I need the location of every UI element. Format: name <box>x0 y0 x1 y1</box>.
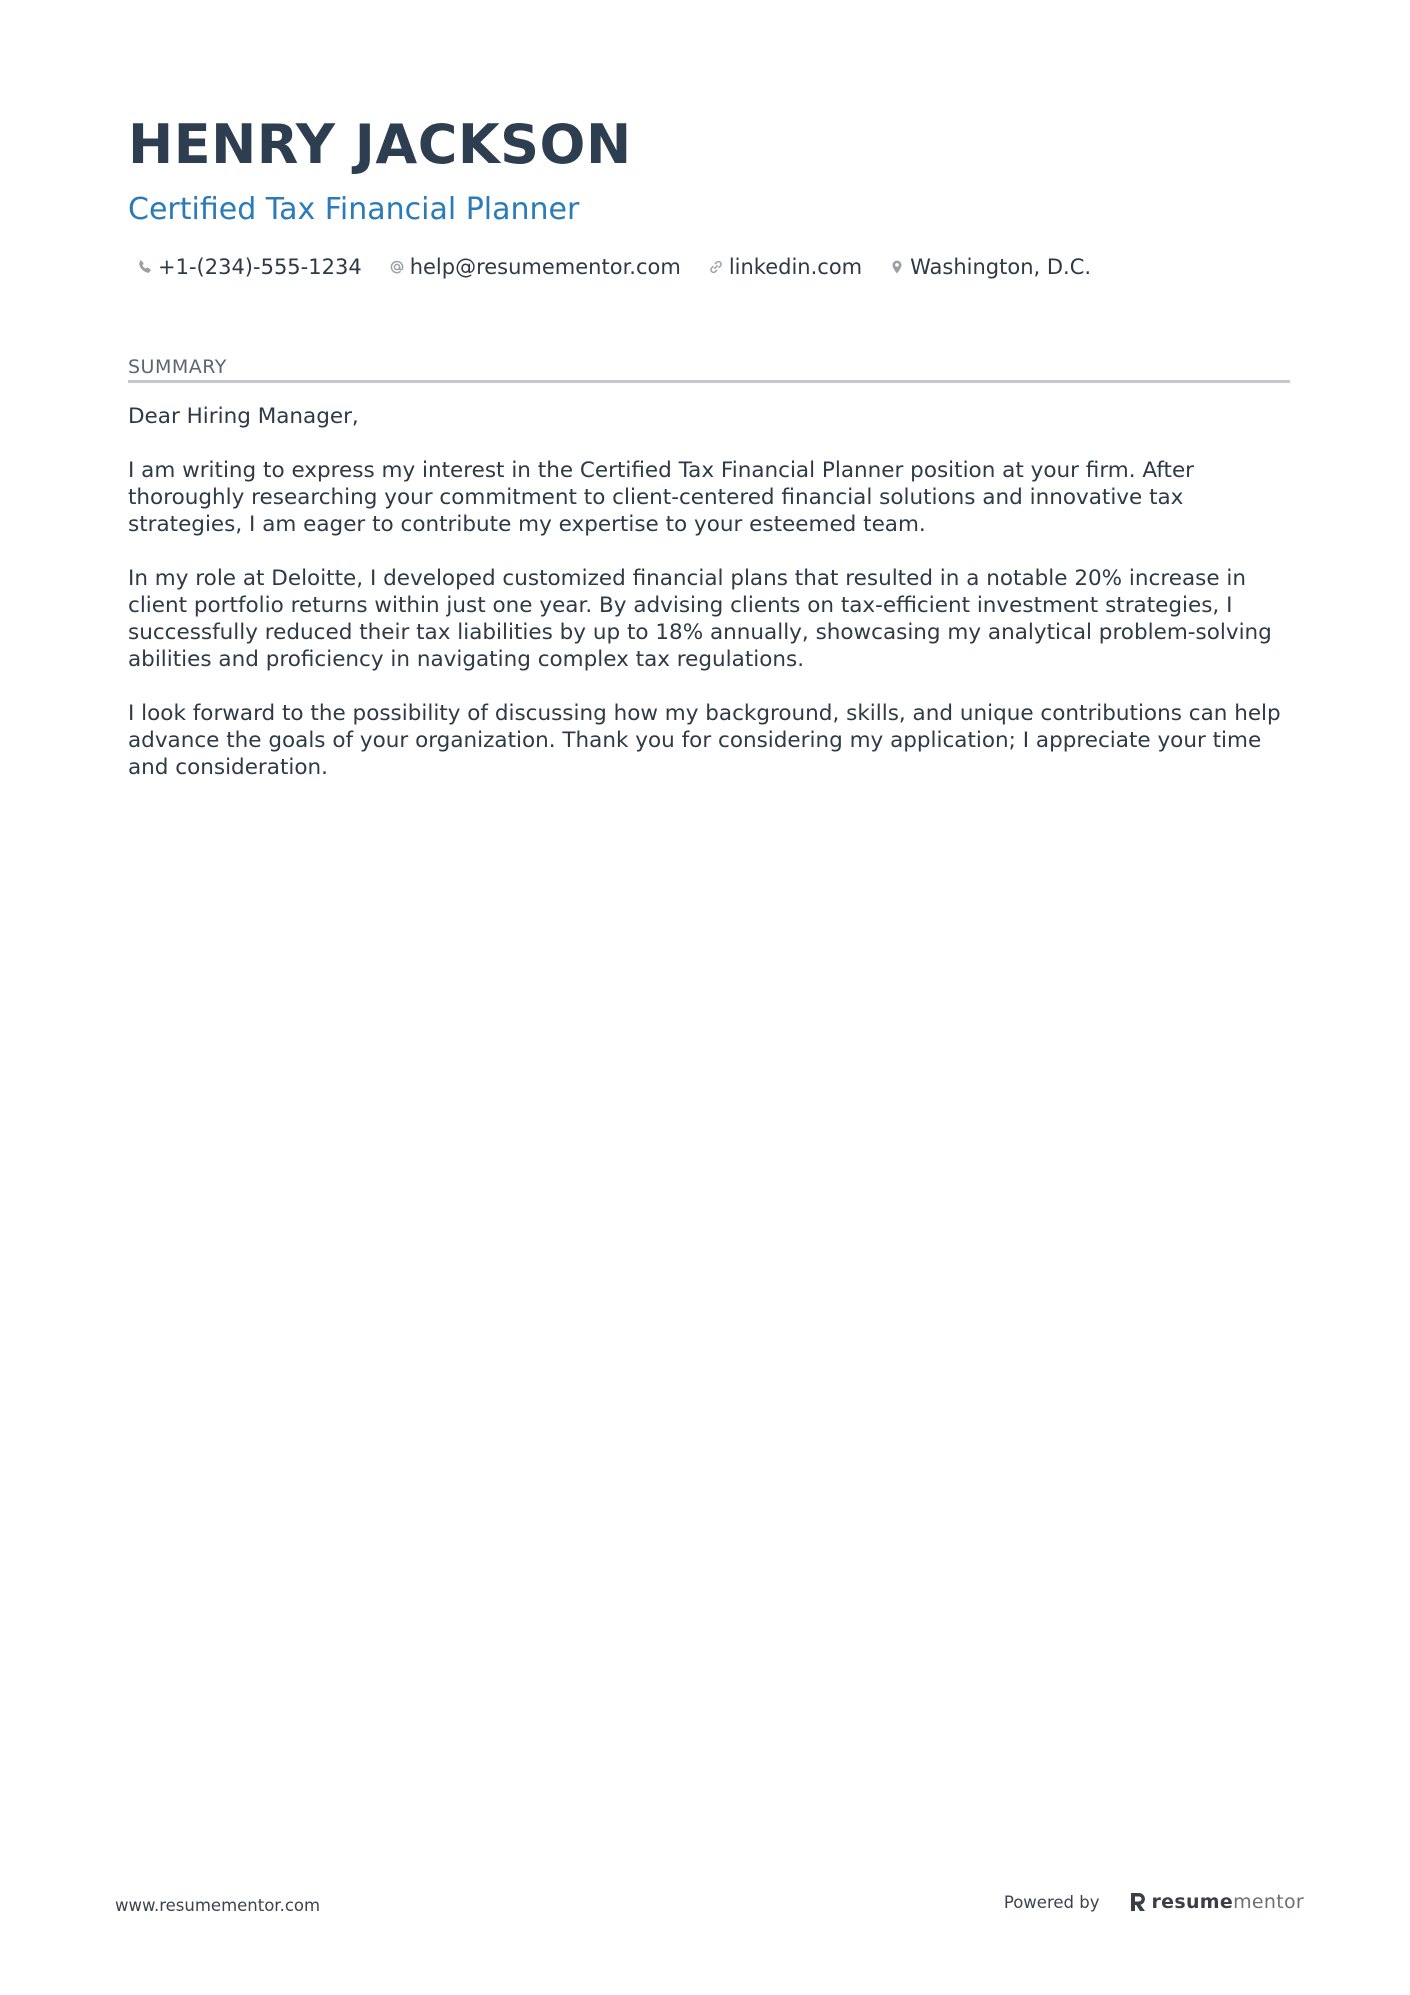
contact-email[interactable] <box>388 255 681 279</box>
candidate-name: HENRY JACKSON <box>128 113 632 176</box>
contact-phone <box>136 255 362 279</box>
resume-page <box>128 110 1290 808</box>
contact-linkedin[interactable] <box>707 255 862 279</box>
contact-location-text: Washington, D.C. <box>910 255 1092 279</box>
footer-branding <box>1004 1891 1304 1913</box>
link-icon <box>707 258 725 276</box>
phone-icon <box>136 258 154 276</box>
brand-text-resume: resume <box>1151 1891 1234 1913</box>
summary-heading: SUMMARY <box>128 356 1290 383</box>
contact-row <box>136 250 1290 284</box>
at-icon <box>388 258 406 276</box>
cover-letter-body <box>128 403 1290 781</box>
contact-location <box>888 255 1091 279</box>
job-title: Certified Tax Financial Planner <box>128 192 580 227</box>
letter-paragraph: In my role at Deloitte, I developed customized financial plans that resulted in a notable 20% increase in client portfolio returns within just one year. By advising clients on tax-efficient investment strategies, I successfully reduced their tax liabilities by up to 18% annually, showcasing my analytical problem-solving abilities and proficiency in navigating complex tax regulations. <box>128 566 1272 672</box>
letter-salutation: Dear Hiring Manager, <box>128 404 359 429</box>
brand-text-mentor: mentor <box>1233 1891 1304 1913</box>
contact-linkedin-text: linkedin.com <box>728 255 863 279</box>
resumementor-logo[interactable] <box>1129 1891 1304 1913</box>
contact-phone-text: +1-(234)-555-1234 <box>158 255 362 279</box>
powered-by-label: Powered by <box>1003 1892 1100 1912</box>
contact-email-text: help@resumementor.com <box>409 255 681 279</box>
letter-paragraph: I look forward to the possibility of discussing how my background, skills, and unique contributions can help advance the goals of your organization. Thank you for considering my application; I appreciate your time and consideration. <box>128 701 1281 780</box>
letter-paragraph: I am writing to express my interest in the Certified Tax Financial Planner position at your firm. After thoroughly researching your commitment to client-centered financial solutions and innovative tax strategies, I am eager to contribute my expertise to your esteemed team. <box>128 458 1195 537</box>
footer-website[interactable]: www.resumementor.com <box>115 1896 321 1915</box>
location-pin-icon <box>888 258 906 276</box>
resumementor-logo-icon <box>1129 1891 1147 1913</box>
